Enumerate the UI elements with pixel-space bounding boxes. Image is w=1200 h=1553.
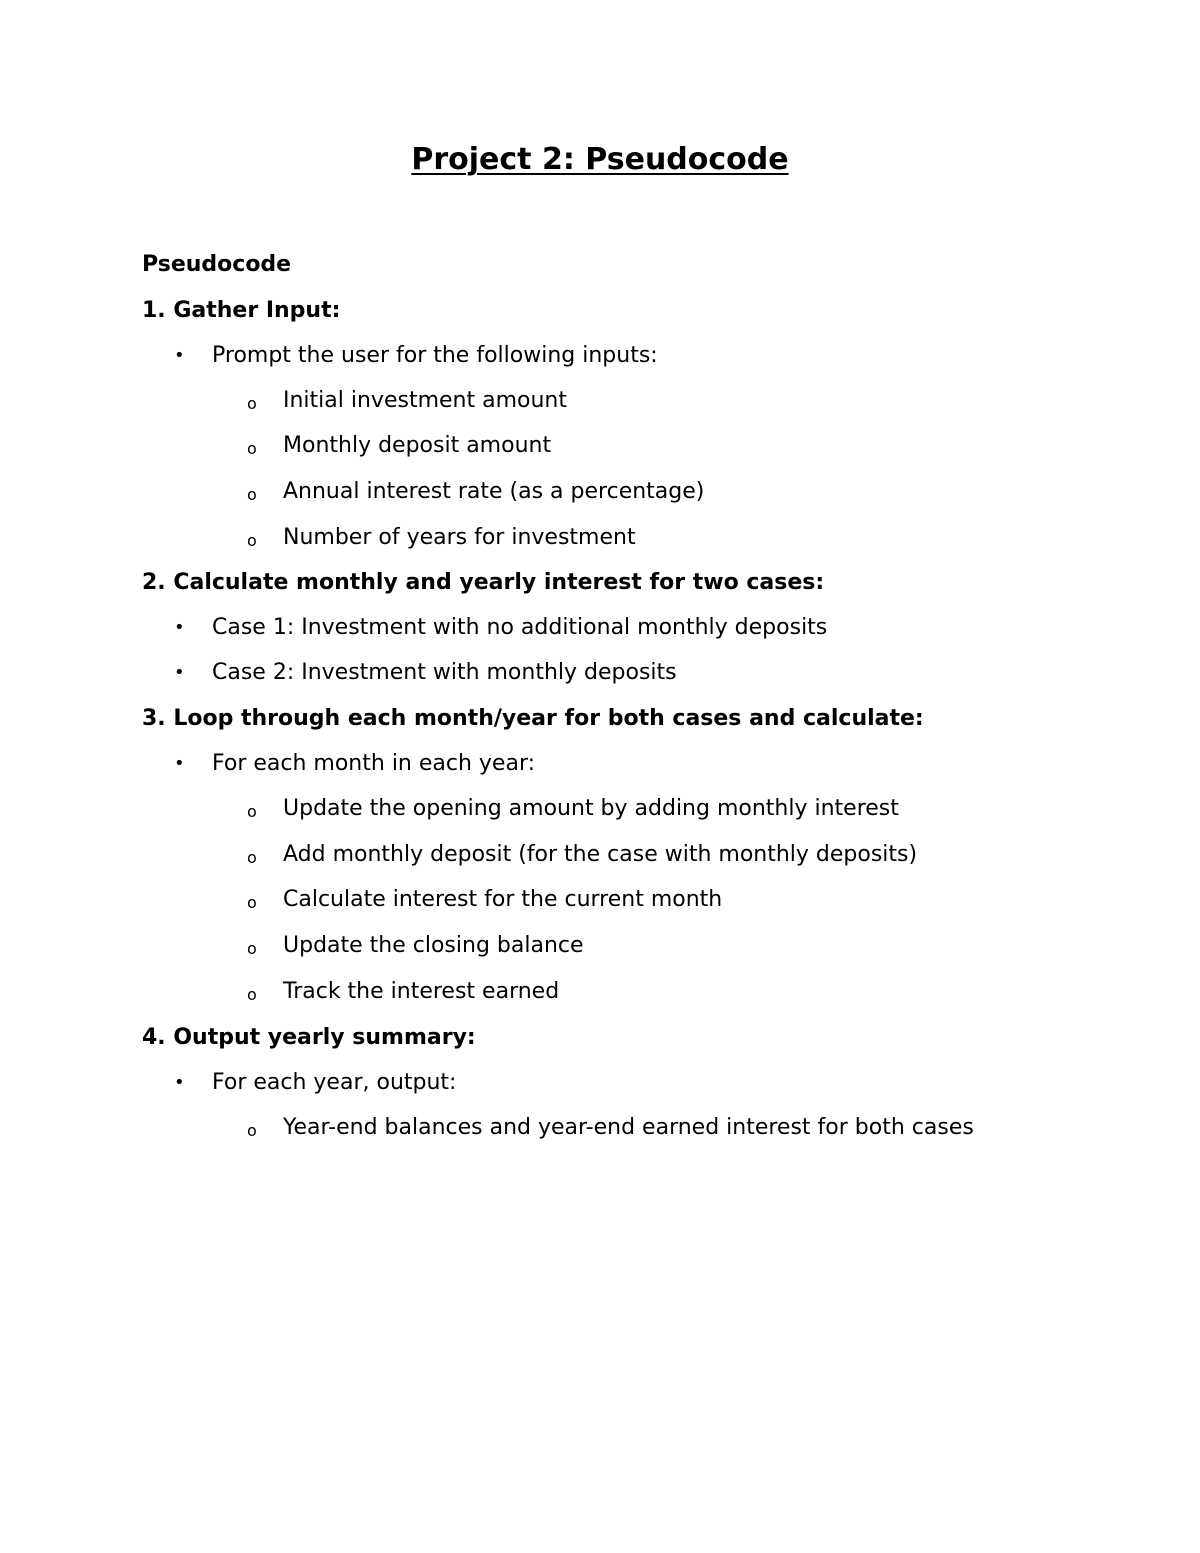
sub-list-item-text: Update the opening amount by adding monthly interest — [283, 796, 899, 821]
sub-list-item-text: Monthly deposit amount — [283, 433, 552, 458]
circle-bullet-icon: o — [247, 985, 257, 1004]
bullet-icon: • — [174, 662, 185, 683]
circle-bullet-icon: o — [247, 939, 257, 958]
list-item — [174, 749, 536, 779]
circle-bullet-icon: o — [247, 802, 257, 821]
circle-bullet-icon: o — [247, 485, 257, 504]
bullet-icon: • — [174, 617, 185, 638]
circle-bullet-icon: o — [247, 394, 257, 413]
bullet-icon: • — [174, 1072, 185, 1093]
step-heading-3: 3. Loop through each month/year for both cases and calculate: — [142, 706, 924, 731]
list-item — [174, 613, 828, 643]
sub-list-item-text: Year-end balances and year-end earned interest for both cases — [283, 1115, 974, 1140]
sub-list-item — [247, 840, 918, 870]
sub-list-item-text: Track the interest earned — [283, 979, 560, 1004]
bullet-icon: • — [174, 753, 185, 774]
step-heading-4: 4. Output yearly summary: — [142, 1025, 476, 1050]
circle-bullet-icon: o — [247, 848, 257, 867]
section-heading: Pseudocode — [142, 252, 292, 277]
circle-bullet-icon: o — [247, 893, 257, 912]
list-item — [174, 341, 658, 371]
circle-bullet-icon: o — [247, 439, 257, 458]
circle-bullet-icon: o — [247, 531, 257, 550]
sub-list-item-text: Annual interest rate (as a percentage) — [283, 479, 705, 504]
sub-list-item — [247, 386, 567, 416]
sub-list-item-text: Number of years for investment — [283, 525, 636, 550]
list-item-text: Case 2: Investment with monthly deposits — [212, 660, 677, 685]
list-item-text: For each month in each year: — [212, 751, 536, 776]
sub-list-item-text: Update the closing balance — [283, 933, 584, 958]
sub-list-item — [247, 931, 584, 961]
sub-list-item-text: Calculate interest for the current month — [283, 887, 723, 912]
step-heading-1: 1. Gather Input: — [142, 298, 341, 323]
list-item-text: For each year, output: — [212, 1070, 457, 1095]
list-item — [174, 658, 677, 688]
bullet-icon: • — [174, 345, 185, 366]
sub-list-item-text: Initial investment amount — [283, 388, 567, 413]
sub-list-item — [247, 523, 636, 553]
step-heading-2: 2. Calculate monthly and yearly interest for two cases: — [142, 570, 825, 595]
sub-list-item — [247, 477, 705, 507]
list-item-text: Prompt the user for the following inputs: — [212, 343, 658, 368]
sub-list-item — [247, 885, 723, 915]
sub-list-item-text: Add monthly deposit (for the case with monthly deposits) — [283, 842, 918, 867]
sub-list-item — [247, 431, 552, 461]
list-item — [174, 1068, 457, 1098]
sub-list-item — [247, 794, 899, 824]
list-item-text: Case 1: Investment with no additional monthly deposits — [212, 615, 828, 640]
circle-bullet-icon: o — [247, 1121, 257, 1140]
sub-list-item — [247, 977, 560, 1007]
sub-list-item — [247, 1113, 974, 1143]
page-title: Project 2: Pseudocode — [411, 142, 789, 177]
